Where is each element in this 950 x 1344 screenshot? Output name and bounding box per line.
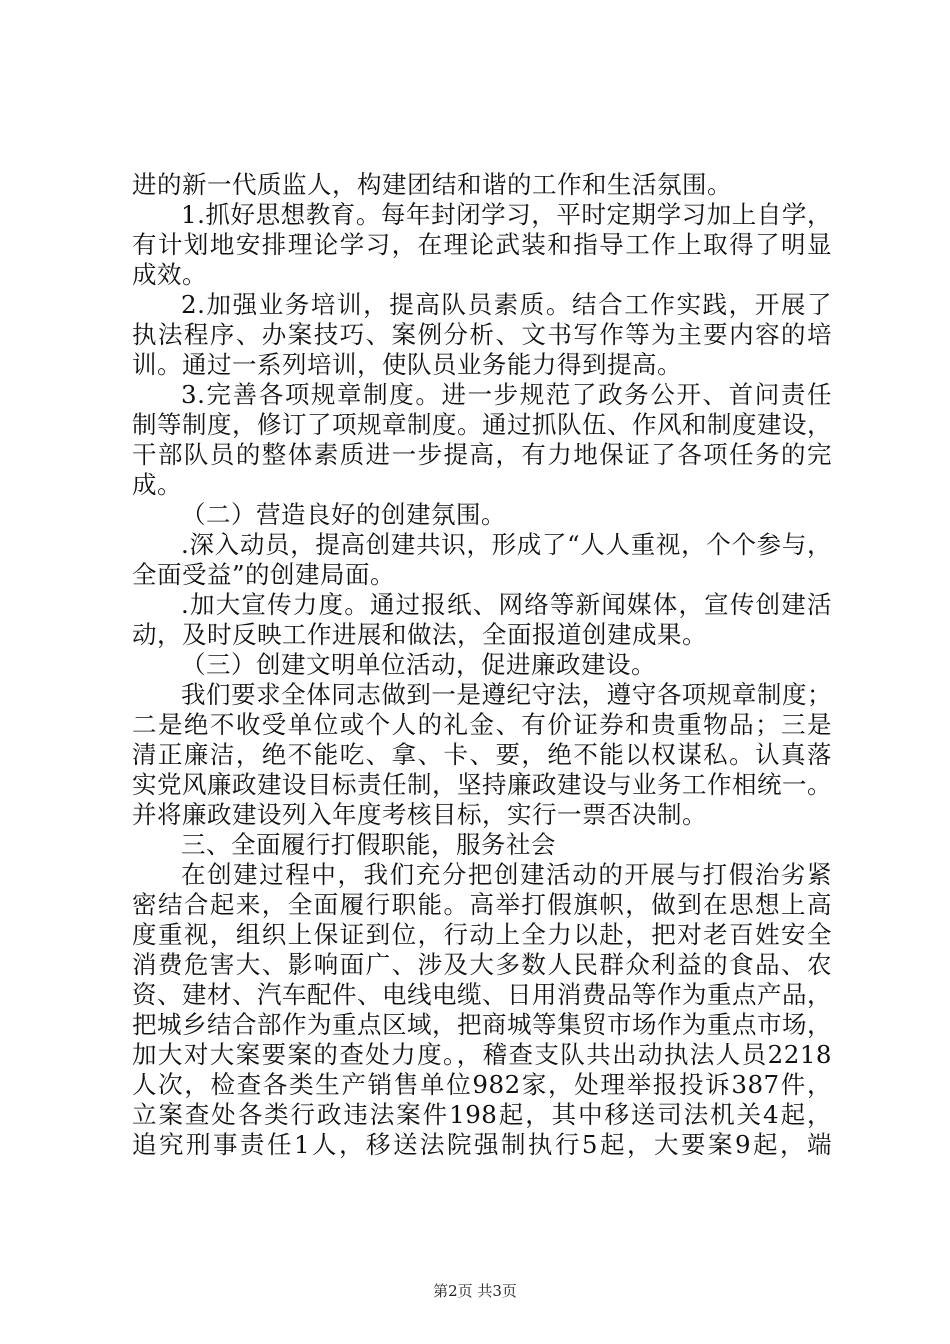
text-line: 有计划地安排理论学习，在理论武装和指导工作上取得了明显 (132, 230, 832, 259)
text-line: 度重视，组织上保证到位，行动上全力以赴，把对老百姓安全 (132, 920, 832, 949)
text-line: 追究刑事责任1人，移送法院强制执行5起，大要案9起，端 (132, 1130, 832, 1159)
text-line: 执法程序、办案技巧、案例分析、文书写作等为主要内容的培 (132, 320, 832, 349)
text-line: 二是绝不收受单位或个人的礼金、有价证券和贵重物品；三是 (132, 710, 832, 739)
document-body (132, 170, 832, 1160)
text-line: 我们要求全体同志做到一是遵纪守法，遵守各项规章制度； (181, 680, 832, 709)
text-line: 把城乡结合部作为重点区域，把商城等集贸市场作为重点市场， (132, 1010, 832, 1039)
text-line: 3.完善各项规章制度。进一步规范了政务公开、首问责任 (181, 380, 832, 409)
text-line: 动，及时反映工作进展和做法，全面报道创建成果。 (132, 620, 707, 649)
text-line: 制等制度，修订了项规章制度。通过抓队伍、作风和制度建设， (132, 410, 832, 439)
text-line: 干部队员的整体素质进一步提高，有力地保证了各项任务的完 (132, 440, 832, 469)
text-line: 1.抓好思想教育。每年封闭学习，平时定期学习加上自学， (181, 200, 832, 229)
text-line: 2.加强业务培训，提高队员素质。结合工作实践，开展了 (181, 290, 832, 319)
text-line: 消费危害大、影响面广、涉及大多数人民群众利益的食品、农 (132, 950, 832, 979)
text-line: 全面受益”的创建局面。 (132, 560, 396, 589)
section-heading: （三）创建文明单位活动，促进廉政建设。 (181, 650, 656, 679)
text-line: 加大对大案要案的查处力度。，稽查支队共出动执法人员2218 (132, 1040, 832, 1069)
text-line: 资、建材、汽车配件、电线电缆、日用消费品等作为重点产品， (132, 980, 832, 1009)
text-line: 密结合起来，全面履行职能。高举打假旗帜，做到在思想上高 (132, 890, 832, 919)
text-line: 进的新一代质监人，构建团结和谐的工作和生活氛围。 (132, 170, 732, 199)
page-number: 第2页 共3页 (433, 1282, 517, 1300)
text-line: 成。 (132, 470, 182, 499)
text-line: 训。通过一系列培训，使队员业务能力得到提高。 (132, 350, 682, 379)
section-heading: （二）营造良好的创建氛围。 (181, 500, 506, 529)
text-line: 成效。 (132, 260, 207, 289)
text-line: .加大宣传力度。通过报纸、网络等新闻媒体，宣传创建活 (181, 590, 832, 619)
text-line: 并将廉政建设列入年度考核目标，实行一票否决制。 (132, 800, 707, 829)
text-line: 立案查处各类行政违法案件198起，其中移送司法机关4起， (132, 1100, 832, 1129)
text-line: 清正廉洁，绝不能吃、拿、卡、要，绝不能以权谋私。认真落 (132, 740, 832, 769)
section-heading: 三、全面履行打假职能，服务社会 (181, 830, 556, 859)
text-line: 在创建过程中，我们充分把创建活动的开展与打假治劣紧 (181, 860, 832, 889)
text-line: 人次，检查各类生产销售单位982家，处理举报投诉387件， (132, 1070, 832, 1099)
text-line: .深入动员，提高创建共识，形成了“人人重视，个个参与， (181, 530, 832, 559)
text-line: 实党风廉政建设目标责任制，坚持廉政建设与业务工作相统一。 (132, 770, 832, 799)
